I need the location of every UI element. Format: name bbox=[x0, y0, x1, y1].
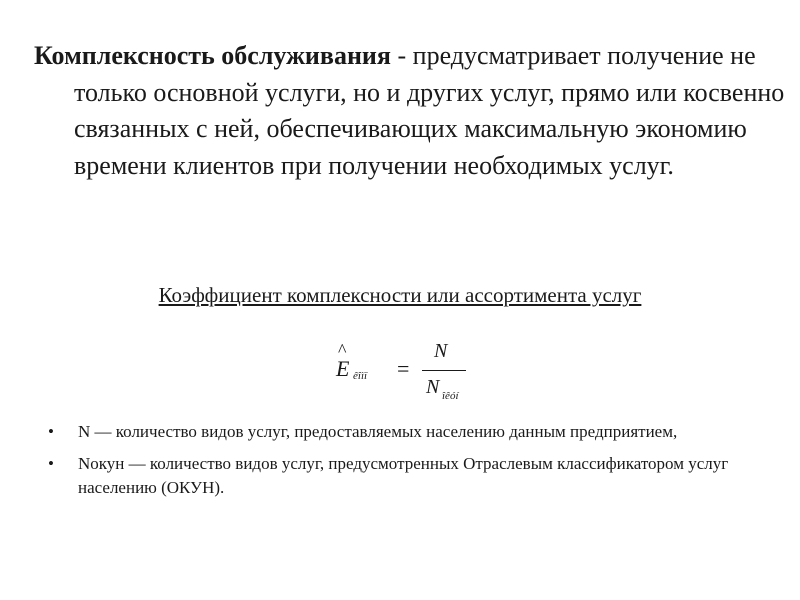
formula-lhs bbox=[336, 340, 350, 382]
bullet-list bbox=[48, 420, 768, 508]
formula-denominator-subscript: îêóí bbox=[442, 390, 459, 402]
list-item bbox=[48, 452, 768, 500]
bullet-marker: • bbox=[48, 422, 54, 441]
formula-lhs-symbol: E bbox=[336, 356, 350, 381]
formula-denominator: N bbox=[426, 376, 440, 398]
formula-title: Коэффициент комплексности или ассортимента услуг bbox=[158, 283, 642, 307]
bullet-text-nokun: Nокун — количество видов услуг, предусмотренных Отраслевым классификатором услуг населению (ОКУН). bbox=[78, 454, 729, 497]
list-item bbox=[48, 420, 768, 444]
definition-term: Комплексность обслуживания bbox=[34, 41, 391, 70]
definition-dash: - bbox=[390, 41, 413, 70]
fraction-line bbox=[422, 370, 466, 371]
definition-text: предусматривает получение не только основной услуги, но и других услуг, прямо или косвенно связанных с ней, обеспечивающих максимальную экономию времени клиентов при получении необходимых услуг. bbox=[74, 41, 785, 180]
definition-paragraph bbox=[34, 38, 800, 184]
formula-lhs-subscript: êîìï bbox=[353, 370, 368, 382]
formula bbox=[320, 336, 500, 408]
formula-numerator: N bbox=[434, 340, 448, 362]
formula-equals: = bbox=[397, 356, 410, 381]
formula-hat: ^ bbox=[338, 340, 347, 360]
bullet-text-n: N — количество видов услуг, предоставляемых населению данным предприятием, bbox=[78, 422, 678, 441]
bullet-marker: • bbox=[48, 454, 54, 473]
